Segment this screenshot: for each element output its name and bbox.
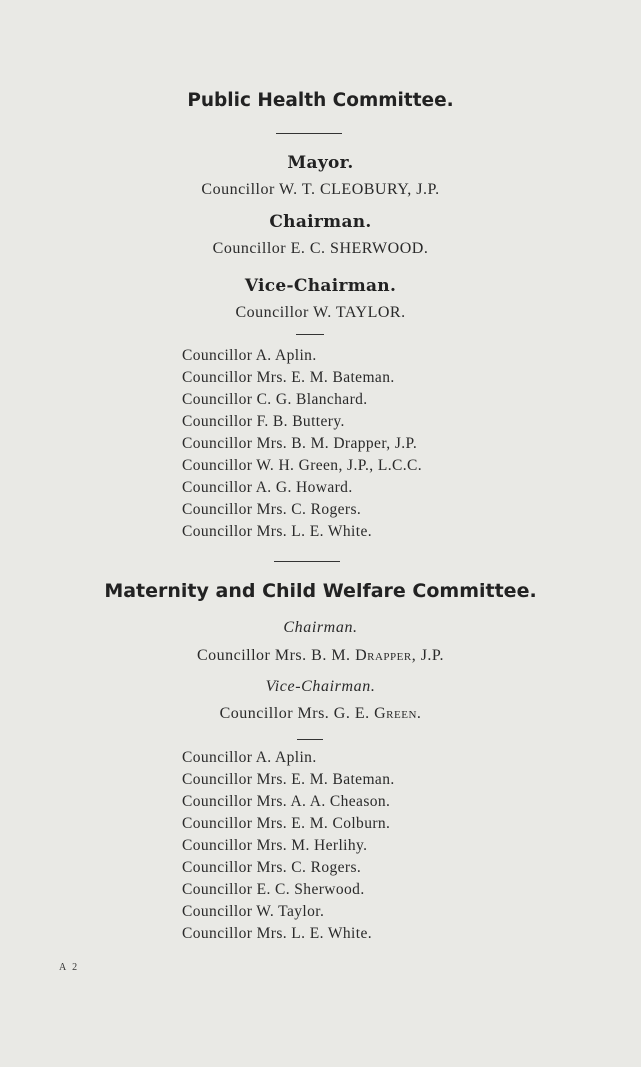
list-item: Councillor F. B. Buttery. <box>182 413 345 430</box>
maternity-chairman-name: Councillor Mrs. B. M. Drapper, J.P. <box>196 647 445 664</box>
list-item: Councillor Mrs. B. M. Drapper, J.P. <box>182 435 418 452</box>
title-rule <box>276 133 342 134</box>
list-item: Councillor A. Aplin. <box>182 749 317 766</box>
list-item: Councillor Mrs. E. M. Colburn. <box>182 815 391 832</box>
mayor-heading: Mayor. <box>287 153 354 173</box>
maternity-members <box>182 747 395 945</box>
list-item: Councillor W. Taylor. <box>182 903 325 920</box>
public-health-members <box>182 345 422 543</box>
vice-chairman-heading: Vice-Chairman. <box>244 276 397 296</box>
list-item: Councillor W. H. Green, J.P., L.C.C. <box>182 457 423 474</box>
maternity-chairman-heading: Chairman. <box>283 619 358 636</box>
list-item: Councillor Mrs. M. Herlihy. <box>182 837 368 854</box>
list-item: Councillor A. Aplin. <box>182 347 317 364</box>
list-item: Councillor Mrs. E. M. Bateman. <box>182 771 395 788</box>
short-rule <box>296 334 324 335</box>
mayor-name: Councillor W. T. CLEOBURY, J.P. <box>201 181 440 198</box>
list-item: Councillor Mrs. E. M. Bateman. <box>182 369 395 386</box>
page-signature: A 2 <box>59 962 80 973</box>
list-item: Councillor C. G. Blanchard. <box>182 391 368 408</box>
list-item: Councillor E. C. Sherwood. <box>182 881 365 898</box>
section-divider <box>274 561 340 562</box>
list-item: Councillor Mrs. C. Rogers. <box>182 501 362 518</box>
maternity-vice-chairman-heading: Vice-Chairman. <box>265 678 376 695</box>
maternity-vice-chairman-name: Councillor Mrs. G. E. Green. <box>219 705 422 722</box>
chairman-heading: Chairman. <box>269 212 372 232</box>
list-item: Councillor Mrs. A. A. Cheason. <box>182 793 391 810</box>
list-item: Councillor Mrs. C. Rogers. <box>182 859 362 876</box>
short-rule <box>297 739 323 740</box>
list-item: Councillor Mrs. L. E. White. <box>182 523 373 540</box>
public-health-title: Public Health Committee. <box>187 90 454 111</box>
vice-chairman-name: Councillor W. TAYLOR. <box>235 304 406 321</box>
chairman-name: Councillor E. C. SHERWOOD. <box>212 240 429 257</box>
maternity-title: Maternity and Child Welfare Committee. <box>104 580 537 602</box>
list-item: Councillor A. G. Howard. <box>182 479 353 496</box>
list-item: Councillor Mrs. L. E. White. <box>182 925 373 942</box>
